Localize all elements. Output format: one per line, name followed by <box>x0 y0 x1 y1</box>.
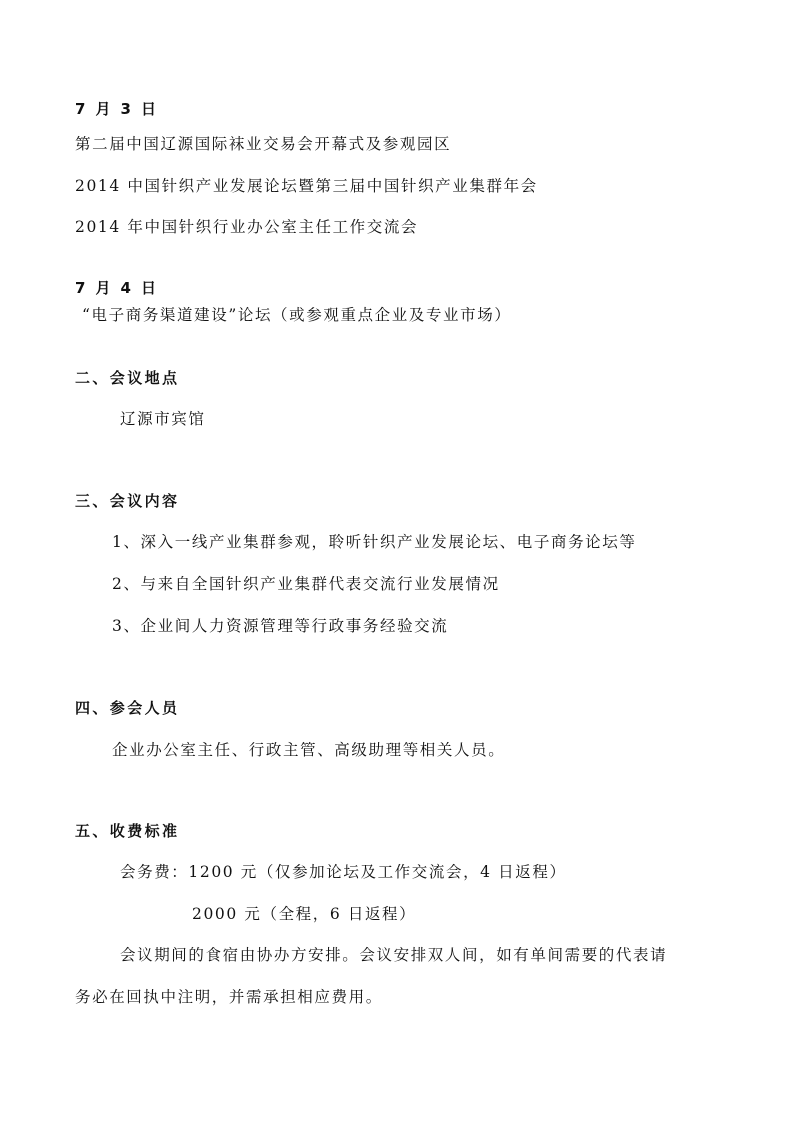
content-heading: 三、会议内容 <box>75 492 180 510</box>
venue-text: 辽源市宾馆 <box>120 410 206 428</box>
attendees-heading: 四、参会人员 <box>75 699 180 717</box>
day1-item-3: 2014 年中国针织行业办公室主任工作交流会 <box>75 218 419 236</box>
day2-item-1: “电子商务渠道建设”论坛（或参观重点企业及专业市场） <box>82 306 512 324</box>
fees-note-line-1: 会议期间的食宿由协办方安排。会议安排双人间，如有单间需要的代表请 <box>120 946 668 964</box>
content-item-1: 1、深入一线产业集群参观，聆听针织产业发展论坛、电子商务论坛等 <box>112 533 637 551</box>
fees-line-1: 会务费：1200 元（仅参加论坛及工作交流会，4 日返程） <box>120 863 567 881</box>
day1-item-2: 2014 中国针织产业发展论坛暨第三届中国针织产业集群年会 <box>75 177 538 195</box>
fees-heading: 五、收费标准 <box>75 822 180 840</box>
venue-heading: 二、会议地点 <box>75 369 180 387</box>
content-item-2: 2、与来自全国针织产业集群代表交流行业发展情况 <box>112 575 500 593</box>
day1-date: 7 月 3 日 <box>75 100 159 118</box>
day1-item-1: 第二届中国辽源国际袜业交易会开幕式及参观园区 <box>75 135 452 153</box>
fees-line-2: 2000 元（全程，6 日返程） <box>192 905 417 923</box>
attendees-text: 企业办公室主任、行政主管、高级助理等相关人员。 <box>112 741 506 759</box>
content-item-3: 3、企业间人力资源管理等行政事务经验交流 <box>112 617 449 635</box>
day2-date: 7 月 4 日 <box>75 279 159 297</box>
fees-note-line-2: 务必在回执中注明，并需承担相应费用。 <box>75 988 383 1006</box>
